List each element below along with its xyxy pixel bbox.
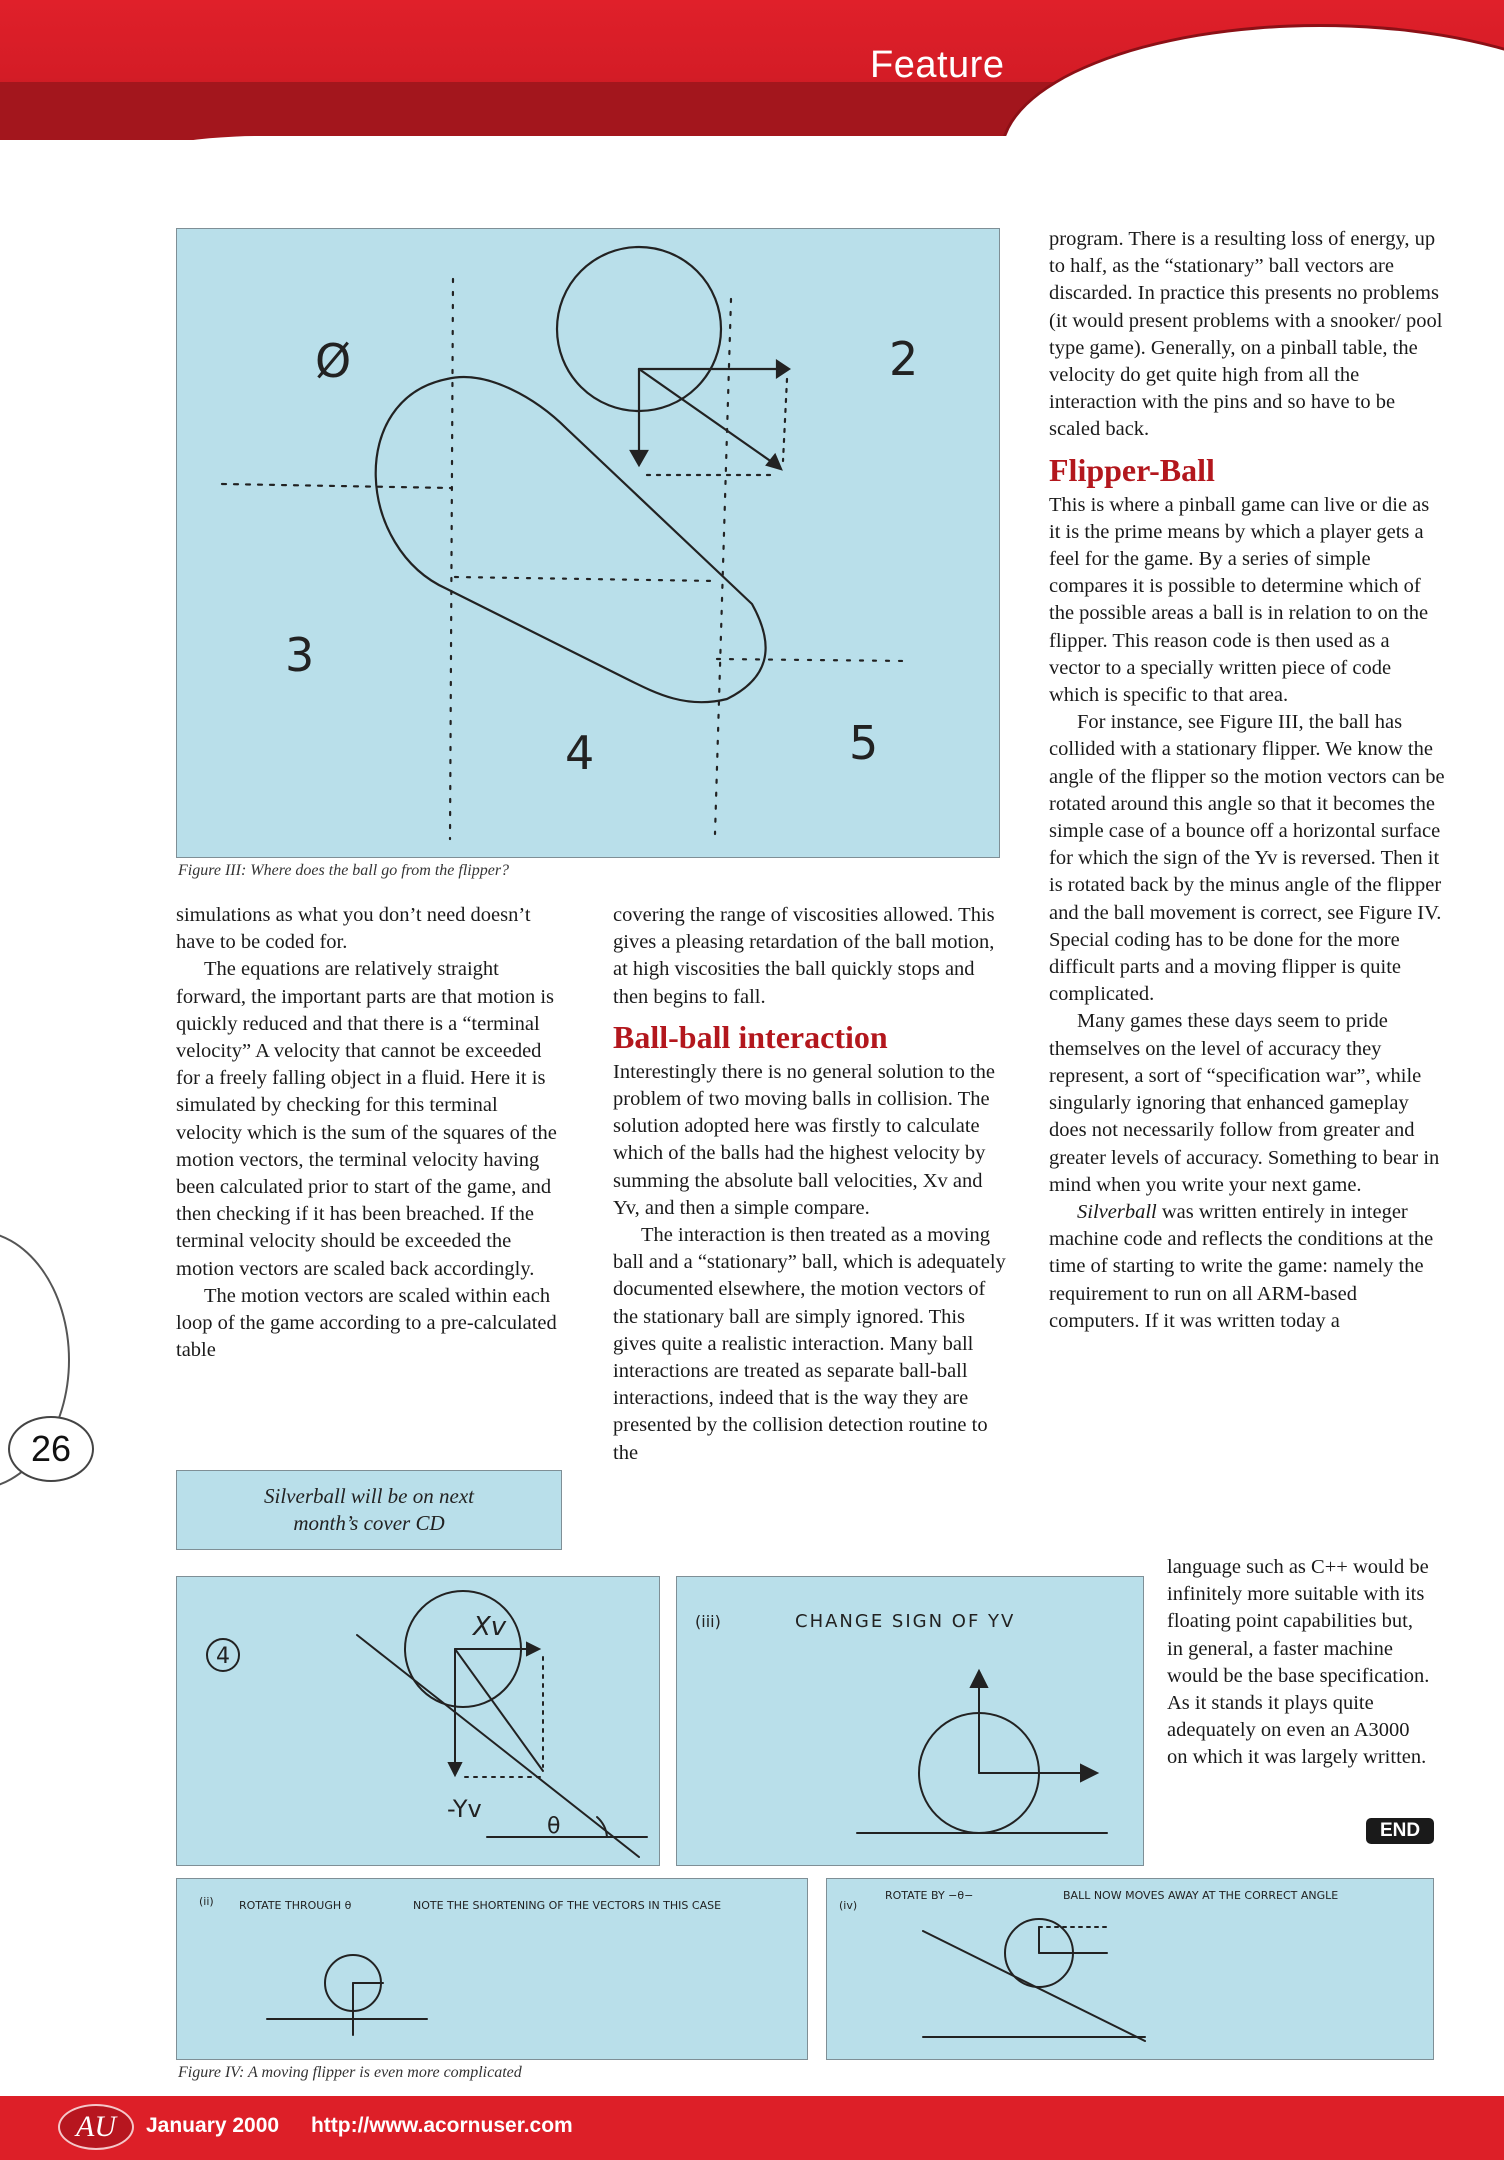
horizontal-guide-3 — [717, 659, 907, 661]
panel-2-note: CHANGE SIGN OF YV — [795, 1611, 1016, 1632]
label-minus-yv: -Yv — [447, 1795, 482, 1823]
cover-cd-note-line-2: month’s cover CD — [293, 1511, 445, 1535]
col1-paragraph-2: The equations are relatively straight forward, the important parts are that motion is quickly reduced and that there is a “terminal velocity” A velocity that cannot be exceeded for a freely falling object in a fluid. Here it is simulated by checking for this terminal velocity which is the sum of the squares of the motion vectors, the terminal velocity having been calculated prior to start of the game, and then checking if it has been breached. If the terminal velocity should be exceeded the motion vectors are scaled back accordingly. — [176, 958, 557, 1280]
panel-3-note-b: NOTE THE SHORTENING OF THE VECTORS IN THIS CASE — [413, 1899, 722, 1912]
panel-2-number: (iii) — [695, 1612, 721, 1631]
panel-4-number: (iv) — [839, 1899, 858, 1912]
end-badge: END — [1366, 1818, 1434, 1844]
column-2 — [613, 902, 1009, 1467]
section-label: Feature — [870, 44, 1005, 86]
footer-date: January 2000 — [146, 2114, 280, 2137]
col1-paragraph-1: simulations as what you don’t need doesn’t have to be coded for. — [176, 904, 531, 954]
col3-paragraph-5 — [1049, 1199, 1445, 1335]
panel-4-note-a: ROTATE BY −θ− — [885, 1889, 974, 1902]
figure-4-panel-3 — [176, 1878, 808, 2060]
zone-label-2: 2 — [889, 332, 919, 386]
figure-4-panel-4 — [826, 1878, 1434, 2060]
col2-paragraph-2: Interestingly there is no general solution to the problem of two moving balls in collision. The solution adopted here was firstly to calculate which of the balls had the highest velocity by summing the absolute ball velocities, Xv and Yv, and then a simple compare. — [613, 1060, 996, 1219]
figure-3 — [176, 228, 1000, 858]
panel-3-number: (ii) — [199, 1895, 214, 1908]
figure-3-drawing — [177, 229, 1001, 859]
panel-1-number: 4 — [216, 1644, 230, 1669]
col3-paragraph-3: For instance, see Figure III, the ball has collided with a stationary flipper. We know the angle of the flipper so the motion vectors can be rotated around this angle so that it becomes the simple case of a bounce off a horizontal surface for which the sign of the Yv is reversed. Then it is rotated back by the minus angle of the flipper and the ball movement is correct, see Figure IV. Special coding has to be done for the more difficult parts and a moving flipper is quite complicated. — [1049, 711, 1445, 1006]
cover-cd-note-line-1: Silverball will be on next — [264, 1484, 474, 1508]
horizontal-guide-1 — [222, 484, 452, 488]
panel-4-note-b: BALL NOW MOVES AWAY AT THE CORRECT ANGLE — [1063, 1889, 1339, 1902]
flipper-outline — [376, 377, 766, 702]
footer-url[interactable]: http://www.acornuser.com — [310, 2114, 573, 2137]
heading-flipper-ball: Flipper-Ball — [1049, 451, 1215, 488]
zone-label-5: 5 — [849, 716, 879, 770]
flipper-surface — [357, 1635, 639, 1857]
col2-paragraph-1: covering the range of viscosities allowed. This gives a pleasing retardation of the ball motion, at high viscosities the ball quickly stops and then begins to fall. — [613, 904, 995, 1008]
label-xv: Xv — [473, 1612, 507, 1642]
figure-4-panel-2-drawing — [677, 1577, 1145, 1867]
divider-line-1 — [450, 279, 453, 839]
acorn-user-logo: AU — [58, 2104, 134, 2150]
figure-3-caption: Figure III: Where does the ball go from the flipper? — [178, 862, 510, 879]
zone-label-0: Ø — [315, 334, 352, 388]
zone-label-3: 3 — [285, 628, 315, 682]
figure-4-panel-1-drawing — [177, 1577, 661, 1867]
col3-paragraph-4: Many games these days seem to pride themselves on the level of accuracy they represent, a sort of “specification war”, while singularly ignoring that enhanced gameplay does not necessarily follow from greater and greater levels of accuracy. Something to bear in mind when you write your next game. — [1049, 1010, 1440, 1196]
column-3-wrap — [1167, 1554, 1431, 1772]
col3-wrap-text: language such as C++ would be infinitely more suitable with its floating point capabilities but, in general, a faster machine would be the base specification. As it stands it plays quite adequately on even an A3000 on which it was largely written. — [1167, 1556, 1430, 1769]
column-3 — [1049, 226, 1445, 1335]
col1-paragraph-3: The motion vectors are scaled within each loop of the game according to a pre-calculated table — [176, 1284, 557, 1362]
horizontal-guide-2 — [455, 577, 717, 581]
label-theta: θ — [547, 1814, 561, 1839]
vector-resultant — [639, 369, 779, 467]
zone-label-4: 4 — [565, 726, 595, 780]
figure-4-panel-3-drawing — [177, 1879, 809, 2061]
heading-ball-ball-interaction: Ball-ball interaction — [613, 1018, 888, 1055]
col3-paragraph-2: This is where a pinball game can live or die as it is the prime means by which a player gets a feel for the game. By a series of simple compares it is possible to determine which of the possible areas a ball is in relation to on the flipper. This reason code is then used as a vector to a specially written piece of code which is specific to that area. — [1049, 493, 1430, 707]
cover-cd-note — [176, 1470, 562, 1550]
figure-4-panel-4-drawing — [827, 1879, 1435, 2061]
col3-paragraph-5-text: was written entirely in integer machine code and reflects the conditions at the time of starting to write the game: namely the requirement to run on all ARM-based computers. If it was written today a — [1049, 1200, 1434, 1332]
col2-paragraph-3: The interaction is then treated as a moving ball and a “stationary” ball, which is adequately documented elsewhere, the motion vectors of the stationary ball are simply ignored. This gives quite a realistic interaction. Many ball interactions are treated as separate ball-ball interactions, indeed that is the way they are presented by the collision detection routine to the — [613, 1224, 1006, 1464]
divider-line-2 — [715, 299, 731, 834]
footer — [146, 2114, 599, 2138]
figure-4-caption: Figure IV: A moving flipper is even more complicated — [178, 2064, 522, 2081]
silverball-title: Silverball — [1077, 1200, 1157, 1223]
column-1 — [176, 902, 566, 1364]
col3-paragraph-1: program. There is a resulting loss of energy, up to half, as the “stationary” ball vectors are discarded. In practice this presents no problems (it would present problems with a snooker/ pool type game). Generally, on a pinball table, the velocity do get quite high from all the interaction with the pins and so have to be scaled back. — [1049, 228, 1443, 441]
panel-3-note-a: ROTATE THROUGH θ — [239, 1899, 352, 1912]
page-number: 26 — [8, 1416, 94, 1482]
figure-4-panel-2 — [676, 1576, 1144, 1866]
figure-4-panel-1 — [176, 1576, 660, 1866]
